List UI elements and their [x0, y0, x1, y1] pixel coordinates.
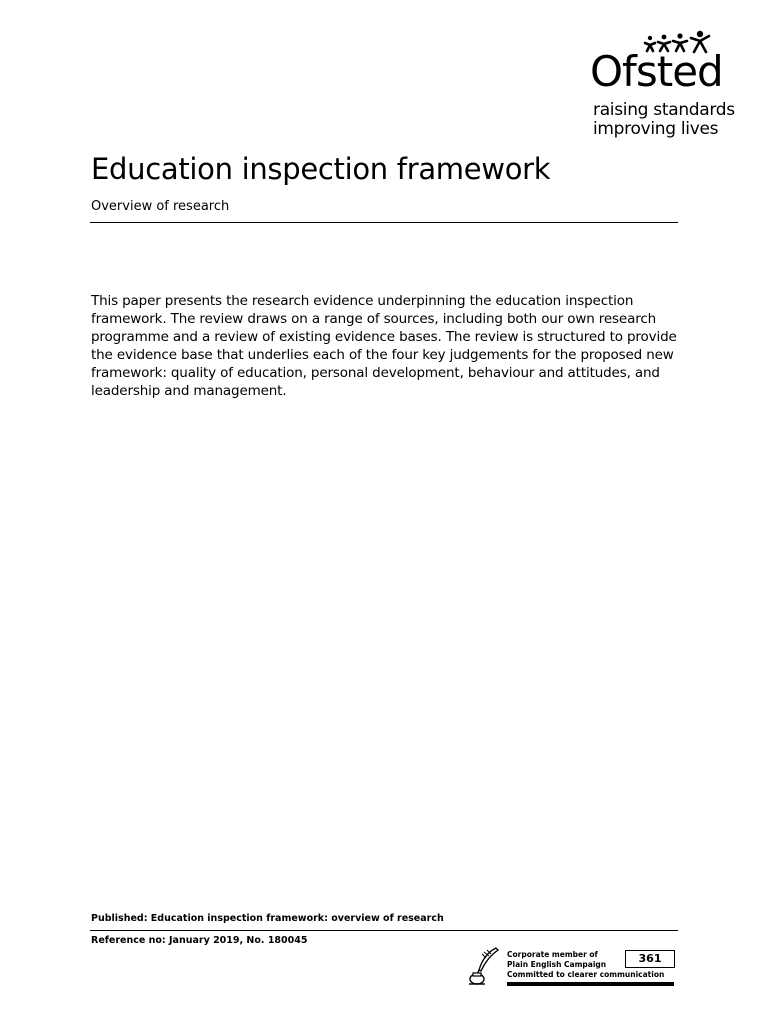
pec-member-number: 361: [625, 950, 675, 968]
pec-line1: Corporate member of: [507, 950, 598, 959]
published-line: Published: Education inspection framework: overview of research: [91, 913, 444, 924]
header-divider: [90, 222, 678, 223]
plain-english-badge: [462, 944, 678, 990]
pec-underline-bar: [507, 982, 674, 986]
document-subtitle: Overview of research: [91, 199, 230, 214]
ofsted-wordmark: Ofsted: [590, 47, 723, 96]
document-title: Education inspection framework: [91, 152, 551, 186]
pec-line3: Committed to clearer communication: [507, 970, 665, 979]
document-summary: This paper presents the research evidence underpinning the education inspection framework. The review draws on a range of sources, including both our own research programme and a review of existing evidence bases. The review is structured to provide the evidence base that underlies each of the four key judgements for the proposed new framework: quality of education, personal development, behaviour and attitudes, and leadership and management.: [91, 293, 677, 399]
quill-inkpot-icon: [466, 946, 506, 986]
reference-line: Reference no: January 2019, No. 180045: [91, 935, 308, 946]
footer-divider: [90, 930, 678, 931]
logo-tagline-line1: raising standards: [593, 100, 735, 120]
ofsted-logo: [590, 30, 740, 140]
pec-line2: Plain English Campaign: [507, 960, 607, 969]
logo-tagline-line2: improving lives: [593, 119, 719, 139]
